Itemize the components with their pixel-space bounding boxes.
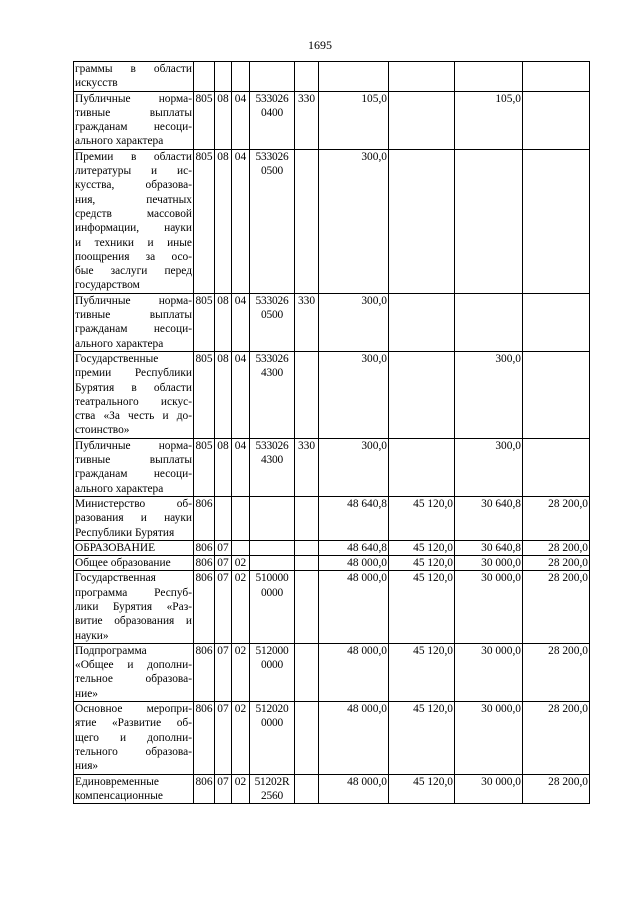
target-article-cell [250,702,295,774]
amount-cell-2: 45 120,0 [389,571,455,643]
row-name-line: стоинство» [75,424,130,437]
target-article-line: 533026 [255,294,289,307]
target-article-cell [250,774,295,804]
row-name-line: Единовременные [75,775,159,788]
row-name-line: тивные выплаты [75,309,192,322]
row-name-line: ального характера [75,135,164,148]
row-name-line: ние» [75,687,98,700]
amount-cell-1: 48 000,0 [319,571,389,643]
amount-cell-3: 30 640,8 [455,496,523,540]
row-name-cell [74,496,194,540]
row-name-line: литературы и ис- [75,165,192,178]
target-article-cell [250,293,295,351]
row-name-line: театрального искус- [75,395,192,408]
amount-cell-3 [455,293,523,351]
expense-type-cell [295,149,319,293]
row-name-line: гражданам несоци- [75,121,192,134]
row-name-cell [74,540,194,555]
podrazdel-cell [232,540,250,555]
amount-cell-2 [389,438,455,496]
expense-type-cell [295,496,319,540]
table-row [74,293,590,351]
amount-cell-4: 28 200,0 [523,556,590,571]
target-article-cell [250,556,295,571]
row-name-line: Премии в области [75,150,192,163]
admin-code-cell: 806 [194,774,215,804]
admin-code-cell: 805 [194,293,215,351]
expense-type-cell [295,643,319,701]
table-row [74,438,590,496]
row-name-cell [74,438,194,496]
podrazdel-cell: 02 [232,774,250,804]
row-name-cell [74,149,194,293]
budget-table [73,61,590,804]
amount-cell-2 [389,62,455,92]
amount-cell-1: 48 000,0 [319,556,389,571]
row-name-line: тивные выплаты [75,454,192,467]
target-article-line: 512000 [255,644,289,657]
amount-cell-3: 30 640,8 [455,540,523,555]
razdel-cell: 07 [215,702,232,774]
row-name-cell [74,351,194,438]
row-name-line: тельного образова- [75,745,192,758]
table-row [74,774,590,804]
row-name-line: ОБРАЗОВАНИЕ [75,541,156,554]
row-name-line: Республики Бурятия [75,526,175,539]
amount-cell-2: 45 120,0 [389,643,455,701]
table-body [74,62,590,804]
expense-type-cell [295,540,319,555]
amount-cell-2 [389,149,455,293]
target-article-line: 0000 [261,659,283,672]
target-article-line: 0400 [261,106,283,119]
row-name-line: Министерство об- [75,497,192,510]
amount-cell-1: 105,0 [319,91,389,149]
table-row [74,643,590,701]
amount-cell-4: 28 200,0 [523,774,590,804]
amount-cell-3: 30 000,0 [455,643,523,701]
table-row [74,62,590,92]
target-article-cell [250,540,295,555]
amount-cell-3 [455,62,523,92]
podrazdel-cell: 02 [232,643,250,701]
target-article-line: 0000 [261,717,283,730]
target-article-cell [250,643,295,701]
admin-code-cell: 806 [194,643,215,701]
amount-cell-4 [523,62,590,92]
row-name-line: премии Республики [75,367,192,380]
table-row [74,91,590,149]
row-name-line: тивные выплаты [75,106,192,119]
razdel-cell: 08 [215,91,232,149]
amount-cell-2: 45 120,0 [389,774,455,804]
target-article-line: 533026 [255,92,289,105]
expense-type-cell [295,62,319,92]
target-article-cell [250,62,295,92]
amount-cell-3: 300,0 [455,351,523,438]
amount-cell-4: 28 200,0 [523,540,590,555]
razdel-cell: 07 [215,540,232,555]
target-article-line: 512020 [255,703,289,716]
razdel-cell: 08 [215,438,232,496]
target-article-line: 533026 [255,150,289,163]
amount-cell-4 [523,149,590,293]
row-name-line: Государственные [75,352,159,365]
admin-code-cell: 806 [195,557,213,570]
expense-type-cell [295,556,319,571]
amount-cell-2 [389,351,455,438]
amount-cell-1: 48 000,0 [319,774,389,804]
podrazdel-cell: 02 [232,556,250,571]
admin-code-cell: 806 [194,702,215,774]
row-name-line: «Общее и дополни- [75,659,192,672]
target-article-cell [250,149,295,293]
row-name-line: Публичные норма- [75,294,192,307]
row-name-cell [74,62,194,92]
expense-type-cell [295,702,319,774]
amount-cell-1: 300,0 [319,351,389,438]
razdel-cell: 07 [215,571,232,643]
row-name-cell [74,774,194,804]
row-name-line: программа Респуб- [75,586,192,599]
amount-cell-2: 45 120,0 [389,556,455,571]
admin-code-cell: 805 [194,149,215,293]
amount-cell-2 [389,91,455,149]
row-name-cell [74,556,194,571]
row-name-line: витие образования и [75,615,192,628]
podrazdel-cell: 04 [232,91,250,149]
row-name-cell [74,571,194,643]
podrazdel-cell [232,62,250,92]
amount-cell-4: 28 200,0 [523,496,590,540]
row-name-line: Бурятия в области [75,381,192,394]
admin-code-cell: 805 [194,91,215,149]
target-article-line: 0500 [261,165,283,178]
target-article-line: 51202R [254,775,290,788]
amount-cell-3: 300,0 [455,438,523,496]
razdel-cell: 07 [215,643,232,701]
row-name-cell [74,643,194,701]
expense-type-cell: 330 [295,293,319,351]
podrazdel-cell: 02 [232,571,250,643]
amount-cell-3: 30 000,0 [455,702,523,774]
amount-cell-1: 48 640,8 [319,496,389,540]
target-article-line: 510000 [255,572,289,585]
row-name-cell [74,91,194,149]
row-name-cell [74,702,194,774]
row-name-line: ства «За честь и до- [75,410,192,423]
admin-code-cell: 805 [194,438,215,496]
amount-cell-4: 28 200,0 [523,643,590,701]
amount-cell-3 [455,149,523,293]
razdel-cell: 07 [215,774,232,804]
razdel-cell [215,496,232,540]
podrazdel-cell: 04 [232,293,250,351]
row-name-line: информации, науки [75,222,192,235]
podrazdel-cell: 02 [232,702,250,774]
target-article-cell [250,571,295,643]
podrazdel-cell: 04 [232,351,250,438]
amount-cell-3: 30 000,0 [455,571,523,643]
row-name-line: граммы в области [75,63,192,75]
row-name-line: щего и дополни- [75,731,192,744]
amount-cell-1 [319,62,389,92]
expense-type-cell: 330 [295,438,319,496]
row-name-line: Публичные норма- [75,92,192,105]
table-row [74,556,590,571]
razdel-cell: 08 [215,351,232,438]
target-article-line: 4300 [261,454,283,467]
expense-type-cell [295,351,319,438]
row-name-line: лики Бурятия «Раз- [75,600,192,613]
row-name-line: тельное образова- [75,673,192,686]
row-name-line: поощрения за осо- [75,250,192,263]
target-article-line: 0500 [261,309,283,322]
table-row [74,571,590,643]
target-article-line: 2560 [261,789,283,802]
row-name-line: кусства, образова- [75,179,192,192]
target-article-line: 0000 [261,586,283,599]
row-name-line: Публичные норма- [75,439,192,452]
row-name-line: Общее образование [75,557,171,570]
admin-code-cell: 806 [195,541,213,554]
row-name-line: государством [75,279,140,292]
row-name-line: бые заслуги перед [75,265,192,278]
expense-type-cell [295,571,319,643]
amount-cell-1: 48 000,0 [319,702,389,774]
row-name-line: ального характера [75,482,164,495]
amount-cell-4 [523,91,590,149]
admin-code-cell [194,62,215,92]
admin-code-cell: 805 [194,351,215,438]
amount-cell-4 [523,351,590,438]
row-name-line: Подпрограмма [75,644,147,657]
target-article-line: 533026 [255,352,289,365]
row-name-line: средств массовой [75,207,192,220]
amount-cell-1: 48 000,0 [319,643,389,701]
row-name-line: ния» [75,760,99,773]
amount-cell-3: 105,0 [455,91,523,149]
row-name-line: ального характера [75,337,164,350]
podrazdel-cell [232,496,250,540]
row-name-line: разования и науки [75,512,192,525]
row-name-line: ятие «Развитие об- [75,717,192,730]
amount-cell-4: 28 200,0 [523,702,590,774]
razdel-cell: 08 [215,293,232,351]
amount-cell-1: 48 640,8 [319,540,389,555]
table-row [74,702,590,774]
razdel-cell [215,62,232,92]
row-name-line: науки» [75,629,109,642]
row-name-line: компенсационные [75,789,163,802]
target-article-cell [250,351,295,438]
expense-type-cell: 330 [295,91,319,149]
podrazdel-cell: 04 [232,438,250,496]
amount-cell-4 [523,438,590,496]
table-row [74,149,590,293]
amount-cell-3: 30 000,0 [455,774,523,804]
row-name-line: искусств [75,77,118,90]
admin-code-cell: 806 [194,571,215,643]
row-name-line: Государственная [75,572,156,585]
expense-type-cell [295,774,319,804]
row-name-cell [74,293,194,351]
target-article-cell [250,91,295,149]
target-article-line: 533026 [255,439,289,452]
razdel-cell: 07 [215,556,232,571]
row-name-line: ния, печатных [75,193,192,206]
amount-cell-3: 30 000,0 [455,556,523,571]
amount-cell-4: 28 200,0 [523,571,590,643]
amount-cell-1: 300,0 [319,438,389,496]
table-row [74,540,590,555]
target-article-cell [250,496,295,540]
amount-cell-4 [523,293,590,351]
table-row [74,496,590,540]
amount-cell-2: 45 120,0 [389,702,455,774]
amount-cell-1: 300,0 [319,149,389,293]
target-article-cell [250,438,295,496]
amount-cell-1: 300,0 [319,293,389,351]
row-name-line: Основное меропри- [75,703,192,716]
row-name-line: и техники и иные [75,236,192,249]
amount-cell-2: 45 120,0 [389,496,455,540]
row-name-line: гражданам несоци- [75,468,192,481]
amount-cell-2: 45 120,0 [389,540,455,555]
target-article-line: 4300 [261,367,283,380]
page-number: 1695 [308,38,332,52]
amount-cell-2 [389,293,455,351]
row-name-line: гражданам несоци- [75,323,192,336]
admin-code-cell: 806 [194,496,215,540]
podrazdel-cell: 04 [232,149,250,293]
table-row [74,351,590,438]
razdel-cell: 08 [215,149,232,293]
